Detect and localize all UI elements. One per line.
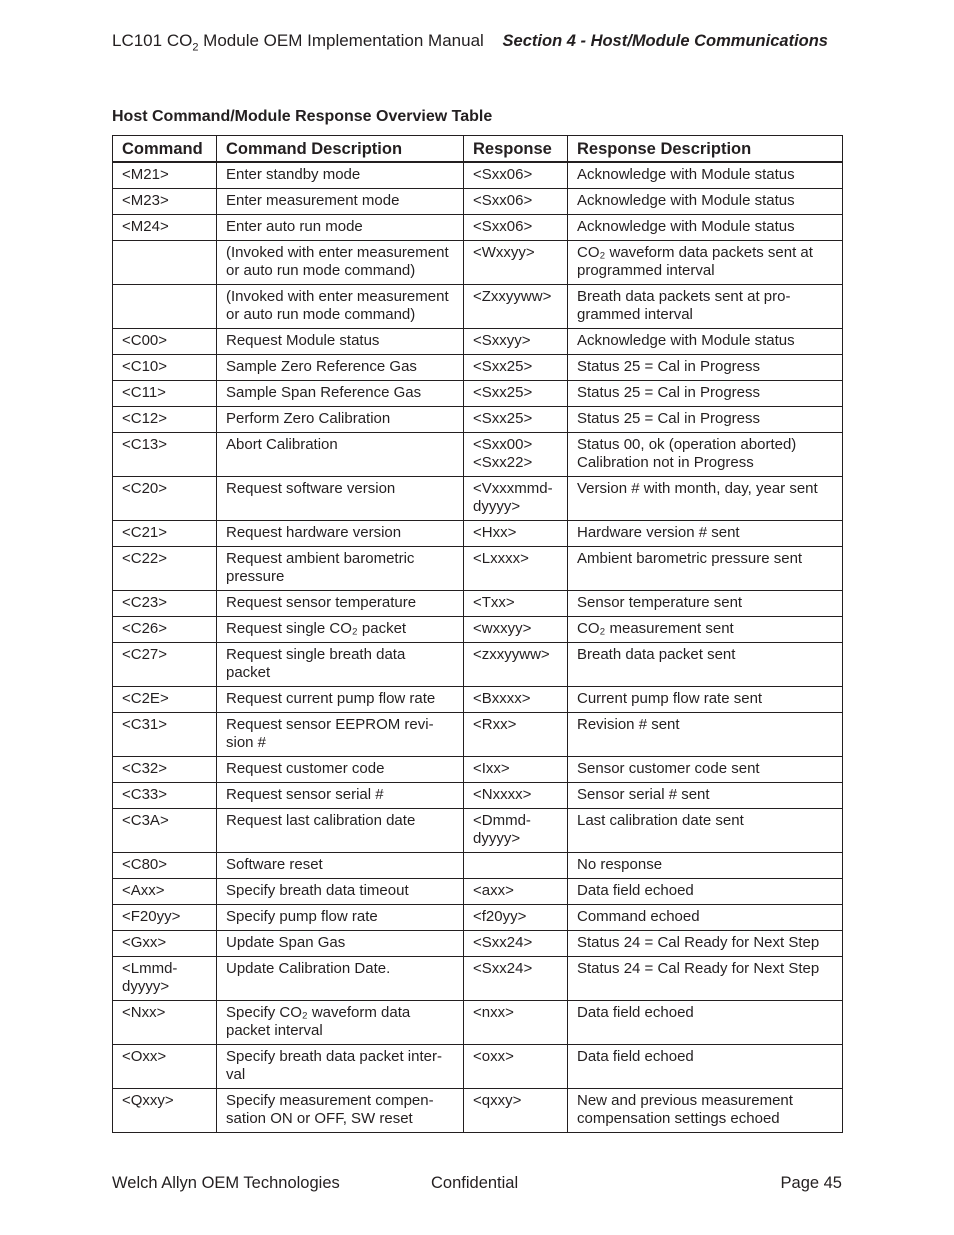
- table-row: [113, 407, 843, 433]
- cell-command-description: [217, 905, 464, 931]
- cell-command-description: [217, 433, 464, 477]
- section-title: Section 4 - Host/Module Communications: [502, 32, 828, 50]
- cell-command: [113, 381, 217, 407]
- cell-command-description-line: Request customer code: [226, 760, 385, 777]
- cell-response: [464, 931, 568, 957]
- table-row: [113, 329, 843, 355]
- cell-command: [113, 329, 217, 355]
- cell-command-description-line: packet: [226, 664, 271, 681]
- cell-command-description: [217, 617, 464, 643]
- cell-command-description-line: Request single breath data: [226, 646, 406, 663]
- cell-command-description: [217, 1089, 464, 1133]
- cell-command-description-line: Request last calibration date: [226, 812, 416, 829]
- cell-response-description: [568, 189, 843, 215]
- cell-response-description: [568, 1089, 843, 1133]
- cell-response: [464, 783, 568, 809]
- header-response-description: Response Description: [568, 136, 843, 163]
- cell-response-description-line: Data field echoed: [577, 1048, 694, 1065]
- cell-response-description: [568, 757, 843, 783]
- cell-command-description-line: or auto run mode command): [226, 306, 416, 323]
- cell-command-description-line: Request ambient barometric: [226, 550, 415, 567]
- cell-command-description: [217, 931, 464, 957]
- cell-command: [113, 757, 217, 783]
- cell-command-line: <C27>: [122, 646, 168, 663]
- cell-response-description-line: Calibration not in Progress: [577, 454, 754, 471]
- cell-command: [113, 783, 217, 809]
- cell-command-description: [217, 853, 464, 879]
- cell-response-description: [568, 783, 843, 809]
- cell-response-description-line: Sensor temperature sent: [577, 594, 743, 611]
- table-row: [113, 477, 843, 521]
- cell-command-description: [217, 521, 464, 547]
- cell-command-description-line: sion #: [226, 734, 267, 751]
- cell-response-line: <Txx>: [473, 594, 515, 611]
- cell-command-line: <Axx>: [122, 882, 165, 899]
- cell-response: [464, 757, 568, 783]
- cell-response-line: <Dmmd-: [473, 812, 531, 829]
- cell-command: [113, 809, 217, 853]
- cell-command-description-line: Specify CO₂ waveform data: [226, 1004, 411, 1021]
- cell-response-line: <Sxx24>: [473, 934, 533, 951]
- cell-command: [113, 905, 217, 931]
- cell-command-description-line: Request software version: [226, 480, 396, 497]
- cell-command-description: [217, 285, 464, 329]
- cell-response-line: <Sxx06>: [473, 166, 533, 183]
- footer-company: Welch Allyn OEM Technologies: [112, 1174, 340, 1192]
- table-row: [113, 591, 843, 617]
- cell-command-line: <C32>: [122, 760, 168, 777]
- table-row: [113, 215, 843, 241]
- cell-response: [464, 643, 568, 687]
- cell-response-description-line: Command echoed: [577, 908, 700, 925]
- cell-command-line: <C23>: [122, 594, 168, 611]
- cell-command-line: <M21>: [122, 166, 169, 183]
- cell-command-description: [217, 957, 464, 1001]
- table-row: [113, 1001, 843, 1045]
- cell-response-line: [473, 856, 558, 874]
- cell-command-description-line: Software reset: [226, 856, 323, 873]
- cell-response: [464, 477, 568, 521]
- cell-command-description: [217, 162, 464, 189]
- cell-command-description-line: Specify measurement compen-: [226, 1092, 434, 1109]
- cell-command-description-line: Request sensor EEPROM revi-: [226, 716, 434, 733]
- cell-response-line: <Sxx25>: [473, 358, 533, 375]
- cell-command-description: [217, 591, 464, 617]
- cell-command-description-line: val: [226, 1066, 246, 1083]
- cell-command-description: [217, 477, 464, 521]
- cell-response-line: <Sxx06>: [473, 218, 533, 235]
- cell-command-description: [217, 329, 464, 355]
- cell-response-description-line: No response: [577, 856, 663, 873]
- cell-command: [113, 1001, 217, 1045]
- cell-command-line: <C20>: [122, 480, 168, 497]
- cell-response-description-line: Sensor customer code sent: [577, 760, 760, 777]
- table-row: [113, 757, 843, 783]
- cell-response-description-line: compensation settings echoed: [577, 1110, 780, 1127]
- cell-response: [464, 905, 568, 931]
- cell-response: [464, 433, 568, 477]
- cell-command-line: <Lmmd-: [122, 960, 178, 977]
- cell-command-description-line: Update Span Gas: [226, 934, 346, 951]
- cell-command: [113, 433, 217, 477]
- cell-command-line: <F20yy>: [122, 908, 181, 925]
- cell-command-description-line: Request current pump flow rate: [226, 690, 436, 707]
- cell-response-description: [568, 241, 843, 285]
- cell-command: [113, 547, 217, 591]
- cell-command: [113, 957, 217, 1001]
- cell-response-line: <Zxxyyww>: [473, 288, 552, 305]
- cell-command-line: <Oxx>: [122, 1048, 167, 1065]
- cell-command-line: [122, 288, 207, 306]
- table-row: [113, 547, 843, 591]
- cell-command-description: [217, 713, 464, 757]
- cell-response-description: [568, 521, 843, 547]
- cell-command-description-line: Enter measurement mode: [226, 192, 400, 209]
- manual-title: LC101 $CO_2$ Module OEM Implementation Manual: [112, 31, 484, 54]
- cell-response-description: [568, 433, 843, 477]
- cell-command: [113, 285, 217, 329]
- table-row: [113, 1089, 843, 1133]
- cell-response-description-line: Status 25 = Cal in Progress: [577, 358, 761, 375]
- cell-response-description-line: Breath data packets sent at pro-: [577, 288, 791, 305]
- cell-response: [464, 617, 568, 643]
- cell-command: [113, 162, 217, 189]
- cell-response-description-line: Status 00, ok (operation aborted): [577, 436, 797, 453]
- cell-response-description: [568, 329, 843, 355]
- cell-command-description: [217, 215, 464, 241]
- cell-command-description-line: Specify breath data timeout: [226, 882, 409, 899]
- cell-response-description-line: Data field echoed: [577, 882, 694, 899]
- cell-command-description: [217, 189, 464, 215]
- cell-response-line: dyyyy>: [473, 830, 521, 847]
- cell-response: [464, 853, 568, 879]
- cell-response-description: [568, 1001, 843, 1045]
- cell-command-line: dyyyy>: [122, 978, 170, 995]
- cell-response-line: <Sxx24>: [473, 960, 533, 977]
- cell-response-line: <oxx>: [473, 1048, 514, 1065]
- cell-command-description-line: packet interval: [226, 1022, 323, 1039]
- cell-response-line: <nxx>: [473, 1004, 514, 1021]
- table-row: [113, 433, 843, 477]
- cell-command-line: [122, 244, 207, 262]
- cell-command-description-line: or auto run mode command): [226, 262, 416, 279]
- cell-response-line: <Sxx25>: [473, 410, 533, 427]
- cell-response: [464, 189, 568, 215]
- cell-command-line: <C26>: [122, 620, 168, 637]
- command-overview-table: [112, 135, 843, 1133]
- cell-response: [464, 329, 568, 355]
- cell-response-line: <axx>: [473, 882, 514, 899]
- cell-command: [113, 591, 217, 617]
- cell-command: [113, 643, 217, 687]
- cell-response-description-line: Acknowledge with Module status: [577, 166, 795, 183]
- cell-response-line: <Sxx00>: [473, 436, 533, 453]
- cell-command-description-line: Specify breath data packet inter-: [226, 1048, 442, 1065]
- cell-response: [464, 355, 568, 381]
- cell-response: [464, 162, 568, 189]
- table-row: [113, 162, 843, 189]
- cell-response-description: [568, 547, 843, 591]
- cell-response-description: [568, 591, 843, 617]
- cell-response-description-line: Hardware version # sent: [577, 524, 740, 541]
- cell-command: [113, 713, 217, 757]
- cell-response-description-line: Revision # sent: [577, 716, 680, 733]
- cell-response-description-line: CO₂ waveform data packets sent at: [577, 244, 813, 261]
- table-row: [113, 905, 843, 931]
- cell-response-description-line: Acknowledge with Module status: [577, 218, 795, 235]
- cell-command-line: <C00>: [122, 332, 168, 349]
- cell-command-line: <C10>: [122, 358, 168, 375]
- cell-command-description-line: Update Calibration Date.: [226, 960, 391, 977]
- cell-response: [464, 1001, 568, 1045]
- cell-command-description: [217, 687, 464, 713]
- cell-command-line: <Qxxy>: [122, 1092, 174, 1109]
- cell-command-description: [217, 1001, 464, 1045]
- cell-response-line: <f20yy>: [473, 908, 527, 925]
- table-row: [113, 285, 843, 329]
- cell-command-line: <C3A>: [122, 812, 169, 829]
- cell-command-description-line: (Invoked with enter measurement: [226, 288, 449, 305]
- cell-response-description: [568, 1045, 843, 1089]
- cell-response-description-line: Data field echoed: [577, 1004, 694, 1021]
- cell-command: [113, 477, 217, 521]
- cell-response-description-line: Acknowledge with Module status: [577, 332, 795, 349]
- cell-command: [113, 931, 217, 957]
- footer-page-number: Page 45: [780, 1174, 842, 1192]
- cell-command-description: [217, 783, 464, 809]
- cell-response-description: [568, 905, 843, 931]
- cell-response-description: [568, 809, 843, 853]
- cell-command-description: [217, 757, 464, 783]
- cell-response-description-line: Version # with month, day, year sent: [577, 480, 818, 497]
- cell-response-description-line: grammed interval: [577, 306, 693, 323]
- cell-command-description-line: Request sensor serial #: [226, 786, 384, 803]
- cell-response: [464, 521, 568, 547]
- cell-response-line: <Nxxxx>: [473, 786, 532, 803]
- header-command: Command: [113, 136, 217, 163]
- table-row: [113, 189, 843, 215]
- table-row: [113, 355, 843, 381]
- table-caption: Host Command/Module Response Overview Table: [112, 108, 493, 125]
- cell-response-description-line: New and previous measurement: [577, 1092, 793, 1109]
- cell-response-line: <Ixx>: [473, 760, 510, 777]
- cell-response-description-line: Current pump flow rate sent: [577, 690, 763, 707]
- cell-command-description-line: Sample Zero Reference Gas: [226, 358, 417, 375]
- cell-response: [464, 809, 568, 853]
- table-row: [113, 809, 843, 853]
- cell-command-description-line: Perform Zero Calibration: [226, 410, 391, 427]
- cell-command-description-line: Enter standby mode: [226, 166, 361, 183]
- table-row: [113, 687, 843, 713]
- cell-command-description: [217, 241, 464, 285]
- cell-command-line: <M24>: [122, 218, 169, 235]
- cell-command-description: [217, 407, 464, 433]
- table-row: [113, 957, 843, 1001]
- cell-response: [464, 687, 568, 713]
- table-row: [113, 381, 843, 407]
- table-row: [113, 931, 843, 957]
- cell-command-description: [217, 643, 464, 687]
- cell-response-line: <wxxyy>: [473, 620, 532, 637]
- cell-response-description: [568, 957, 843, 1001]
- cell-response-line: <qxxy>: [473, 1092, 522, 1109]
- table-row: [113, 643, 843, 687]
- cell-command-description-line: Abort Calibration: [226, 436, 338, 453]
- cell-response-description: [568, 687, 843, 713]
- cell-response: [464, 957, 568, 1001]
- table-row: [113, 783, 843, 809]
- cell-response-description-line: Breath data packet sent: [577, 646, 736, 663]
- cell-command-description-line: Sample Span Reference Gas: [226, 384, 422, 401]
- cell-command-description: [217, 355, 464, 381]
- cell-response-description: [568, 713, 843, 757]
- cell-response-line: <Sxx25>: [473, 384, 533, 401]
- cell-response-description: [568, 643, 843, 687]
- table-row: [113, 879, 843, 905]
- cell-response-description: [568, 879, 843, 905]
- cell-response-line: dyyyy>: [473, 498, 521, 515]
- cell-command-description-line: Specify pump flow rate: [226, 908, 378, 925]
- cell-command-line: <C80>: [122, 856, 168, 873]
- cell-response-description: [568, 355, 843, 381]
- cell-command: [113, 617, 217, 643]
- cell-command: [113, 215, 217, 241]
- cell-command-description: [217, 547, 464, 591]
- cell-command-line: <C31>: [122, 716, 168, 733]
- cell-response-line: <Vxxxmmd-: [473, 480, 553, 497]
- cell-response: [464, 713, 568, 757]
- cell-command-line: <C13>: [122, 436, 168, 453]
- cell-command: [113, 355, 217, 381]
- cell-command-description-line: (Invoked with enter measurement: [226, 244, 449, 261]
- cell-command: [113, 407, 217, 433]
- cell-command-line: <M23>: [122, 192, 169, 209]
- cell-response-description-line: Last calibration date sent: [577, 812, 744, 829]
- cell-response-line: <Lxxxx>: [473, 550, 529, 567]
- cell-response: [464, 241, 568, 285]
- cell-command-line: <Nxx>: [122, 1004, 166, 1021]
- cell-response-description: [568, 407, 843, 433]
- cell-command: [113, 189, 217, 215]
- table-row: [113, 241, 843, 285]
- cell-command-description: [217, 381, 464, 407]
- cell-command-line: <C21>: [122, 524, 168, 541]
- cell-command-line: <C2E>: [122, 690, 169, 707]
- table-row: [113, 617, 843, 643]
- cell-command-description: [217, 809, 464, 853]
- table-row: [113, 853, 843, 879]
- cell-response-line: <Hxx>: [473, 524, 517, 541]
- cell-response-description: [568, 617, 843, 643]
- cell-command-description-line: Request single CO₂ packet: [226, 620, 407, 637]
- cell-response: [464, 381, 568, 407]
- cell-response: [464, 1089, 568, 1133]
- cell-response-description-line: Status 25 = Cal in Progress: [577, 410, 761, 427]
- cell-response-description-line: CO₂ measurement sent: [577, 620, 734, 637]
- cell-response: [464, 215, 568, 241]
- cell-response-description: [568, 162, 843, 189]
- page-header: [112, 31, 854, 53]
- cell-response-line: <Wxxyy>: [473, 244, 535, 261]
- cell-response: [464, 591, 568, 617]
- cell-command-description: [217, 1045, 464, 1089]
- cell-response-description: [568, 215, 843, 241]
- cell-command: [113, 521, 217, 547]
- header-response: Response: [464, 136, 568, 163]
- cell-command-description-line: Request hardware version: [226, 524, 402, 541]
- cell-response-description-line: Status 24 = Cal Ready for Next Step: [577, 934, 820, 951]
- cell-command: [113, 853, 217, 879]
- cell-command: [113, 1045, 217, 1089]
- cell-response-description-line: Sensor serial # sent: [577, 786, 710, 803]
- cell-response-description: [568, 381, 843, 407]
- cell-response-description-line: Status 24 = Cal Ready for Next Step: [577, 960, 820, 977]
- cell-response-line: <Rxx>: [473, 716, 517, 733]
- cell-response-description: [568, 931, 843, 957]
- cell-command: [113, 879, 217, 905]
- cell-response-line: <Sxx06>: [473, 192, 533, 209]
- cell-command-line: <C33>: [122, 786, 168, 803]
- cell-command-line: <Gxx>: [122, 934, 167, 951]
- cell-command-description-line: pressure: [226, 568, 285, 585]
- cell-response-description: [568, 853, 843, 879]
- table-row: [113, 521, 843, 547]
- table-row: [113, 1045, 843, 1089]
- cell-response-description-line: Status 25 = Cal in Progress: [577, 384, 761, 401]
- cell-response: [464, 285, 568, 329]
- cell-command-description-line: Request sensor temperature: [226, 594, 417, 611]
- cell-response-description: [568, 285, 843, 329]
- cell-response: [464, 879, 568, 905]
- cell-command-description-line: Request Module status: [226, 332, 380, 349]
- cell-response-description-line: programmed interval: [577, 262, 715, 279]
- header-command-description: Command Description: [217, 136, 464, 163]
- cell-command-line: <C11>: [122, 384, 166, 401]
- cell-command-description: [217, 879, 464, 905]
- cell-response-description-line: Acknowledge with Module status: [577, 192, 795, 209]
- cell-response-description-line: Ambient barometric pressure sent: [577, 550, 803, 567]
- cell-response-line: <zxxyyww>: [473, 646, 550, 663]
- cell-response-description: [568, 477, 843, 521]
- cell-response-line: <Sxx22>: [473, 454, 533, 471]
- cell-response: [464, 407, 568, 433]
- table-header-row: [113, 136, 843, 163]
- cell-command: [113, 241, 217, 285]
- cell-command-line: <C12>: [122, 410, 168, 427]
- footer-confidential: Confidential: [431, 1174, 519, 1192]
- table-row: [113, 713, 843, 757]
- cell-command: [113, 687, 217, 713]
- cell-response-line: <Sxxyy>: [473, 332, 531, 349]
- cell-response-line: <Bxxxx>: [473, 690, 531, 707]
- cell-command-line: <C22>: [122, 550, 168, 567]
- cell-response: [464, 1045, 568, 1089]
- cell-command-description-line: Enter auto run mode: [226, 218, 363, 235]
- cell-command: [113, 1089, 217, 1133]
- cell-response: [464, 547, 568, 591]
- cell-command-description-line: sation ON or OFF, SW reset: [226, 1110, 413, 1127]
